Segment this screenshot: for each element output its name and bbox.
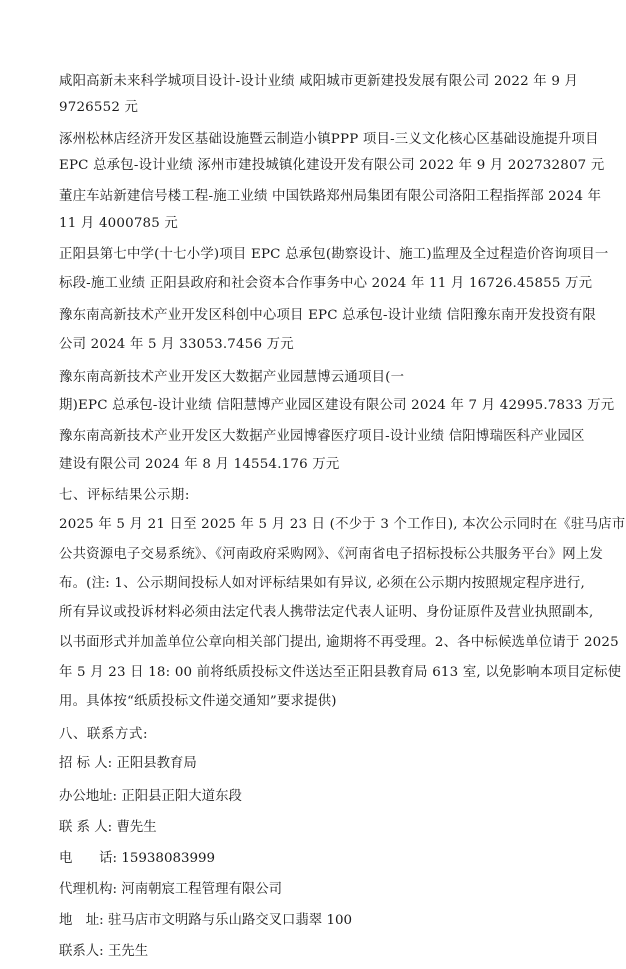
paragraph-line: 期)EPC 总承包-设计业绩 信阳慧博产业园区建设有限公司 2024 年 7 月 42995.7833 万元 [59,398,615,413]
paragraph-line: 咸阳高新未来科学城项目设计-设计业绩 咸阳城市更新建投发展有限公司 2022 年 9 月 [59,74,579,89]
paragraph-line: 董庄车站新建信号楼工程-施工业绩 中国铁路郑州局集团有限公司洛阳工程指挥部 2024 年 [59,189,602,204]
contact-value: 河南朝宸工程管理有限公司 [121,882,283,897]
section-7-heading: 七、评标结果公示期: [59,488,191,503]
paragraph-line: EPC 总承包-设计业绩 涿州市建投城镇化建设开发有限公司 2022 年 9 月 202732807 元 [59,158,605,173]
contact-value: 王先生 [107,944,149,959]
contact-row-contact-person [59,820,157,836]
section-7-line: 年 5 月 23 日 18: 00 前将纸质投标文件送达至正阳县教育局 613 室, 以免影响本项目定标使 [59,665,622,680]
paragraph-line: 9726552 元 [59,100,139,115]
contact-label: 代理机构: [59,882,118,897]
contact-label: 招 标 人: [59,756,113,771]
paragraph-line: 11 月 4000785 元 [59,216,179,231]
paragraph-line: 豫东南高新技术产业开发区大数据产业园慧博云通项目(一 [59,370,405,385]
contact-label: 办公地址: [59,789,118,804]
contact-value: 15938083999 [121,851,216,866]
contact-row-address [59,913,352,929]
contact-row-agency-contact [59,944,148,960]
contact-label: 地 址: [59,913,104,928]
paragraph-line: 公司 2024 年 5 月 33053.7456 万元 [59,337,294,352]
section-7-line: 用。具体按“纸质投标文件递交通知”要求提供) [59,694,337,709]
section-8-heading: 八、联系方式: [59,727,149,742]
contact-label: 联系人: [59,944,104,959]
section-7-line: 布。(注: 1、公示期间投标人如对评标结果如有异议, 必须在公示期内按照规定程序进行, [59,576,585,591]
section-7-line: 以书面形式并加盖单位公章向相关部门提出, 逾期将不再受理。2、各中标候选单位请于 2025 [59,635,619,650]
paragraph-line: 豫东南高新技术产业开发区科创中心项目 EPC 总承包-设计业绩 信阳豫东南开发投资有限 [59,308,596,323]
section-7-line: 2025 年 5 月 21 日至 2025 年 5 月 23 日 (不少于 3 个工作日), 本次公示同时在《驻马店市 [59,517,626,532]
contact-value: 正阳县正阳大道东段 [121,789,242,804]
paragraph-line: 豫东南高新技术产业开发区大数据产业园博睿医疗项目-设计业绩 信阳博瑞医科产业园区 [59,429,585,444]
contact-row-phone [59,851,215,867]
contact-value: 驻马店市文明路与乐山路交叉口翡翠 100 [107,913,353,928]
contact-row-tenderer [59,756,197,772]
paragraph-line: 标段-施工业绩 正阳县政府和社会资本合作事务中心 2024 年 11 月 16726.45855 万元 [59,276,593,291]
contact-row-agency [59,882,282,898]
contact-label: 联 系 人: [59,820,113,835]
paragraph-line: 正阳县第七中学(十七小学)项目 EPC 总承包(勘察设计、施工)监理及全过程造价咨询项目一 [59,247,609,262]
paragraph-line: 建设有限公司 2024 年 8 月 14554.176 万元 [59,457,340,472]
contact-value: 曹先生 [116,820,157,835]
paragraph-line: 涿州松林店经济开发区基础设施暨云制造小镇PPP 项目-三义文化核心区基础设施提升项目 [59,132,599,147]
section-7-line: 所有异议或投诉材料必须由法定代表人携带法定代表人证明、身份证原件及营业执照副本, [59,605,594,620]
contact-row-office-address [59,789,242,805]
section-7-line: 公共资源电子交易系统》、《河南政府采购网》、《河南省电子招标投标公共服务平台》网上发 [59,547,604,562]
contact-label: 电 话: [59,851,118,866]
contact-value: 正阳县教育局 [116,756,197,771]
